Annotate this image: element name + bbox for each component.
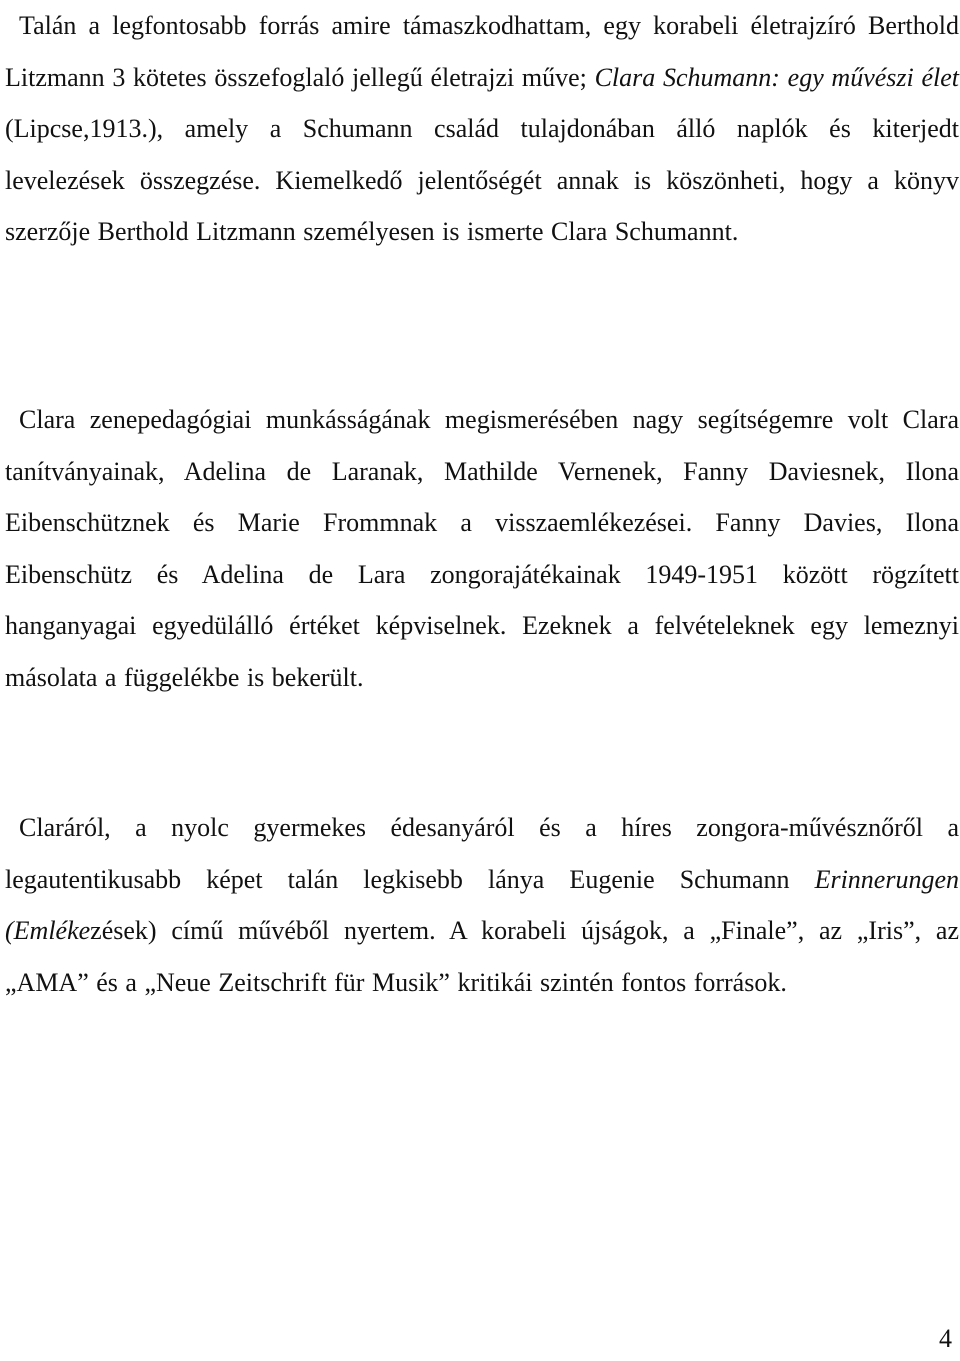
text-run: (Lipcse,1913.), amely a Schumann család tulajdonában álló naplók és kiterjedt levelezések összegzése. Kiemelkedő jelentőségét annak is köszönheti, hogy a könyv szerzője Berthold Litzmann személyesen is ismerte Clara Schumannt. xyxy=(5,114,959,246)
paragraph-eugenie-memoirs xyxy=(5,802,959,1008)
text-run: Clara zenepedagógiai munkásságának megismerésében nagy segítségemre volt Clara tanítványainak, Adelina de Laranak, Mathilde Vernenek, Fanny Daviesnek, Ilona Eibenschütznek és Marie Frommnak a visszaemlékezései. Fanny Davies, Ilona Eibenschütz és Adelina de Lara zongorajátékainak 1949-1951 között rögzített hanganyagai egyedülálló értéket képviselnek. Ezeknek a felvételeknek egy lemeznyi másolata a függelékbe is bekerült. xyxy=(5,405,959,692)
paragraph-pedagogy-students xyxy=(5,394,959,703)
text-run: zések) című művéből nyertem. A korabeli újságok, a „Finale”, az „Iris”, az „AMA” és a „Neue Zeitschrift für Musik” kritikái szintén fontos források. xyxy=(5,916,959,997)
italic-run: (Emléke xyxy=(5,916,91,945)
book-title: Erinnerungen xyxy=(814,864,959,894)
page-number: 4 xyxy=(939,1324,952,1353)
paragraph-sources-litzmann xyxy=(5,0,959,258)
text-run: Claráról, a nyolc gyermekes édesanyáról és a híres zongora-művésznőről a legautentikusabb képet talán legkisebb lánya Eugenie Schumann xyxy=(5,813,959,894)
book-title: Clara Schumann: egy művészi élet xyxy=(594,62,959,92)
text-run: Talán a legfontosabb forrás amire támaszkodhattam, egy korabeli életrajzíró Berthold Litzmann 3 kötetes összefoglaló jellegű életrajzi műve; xyxy=(5,11,959,92)
